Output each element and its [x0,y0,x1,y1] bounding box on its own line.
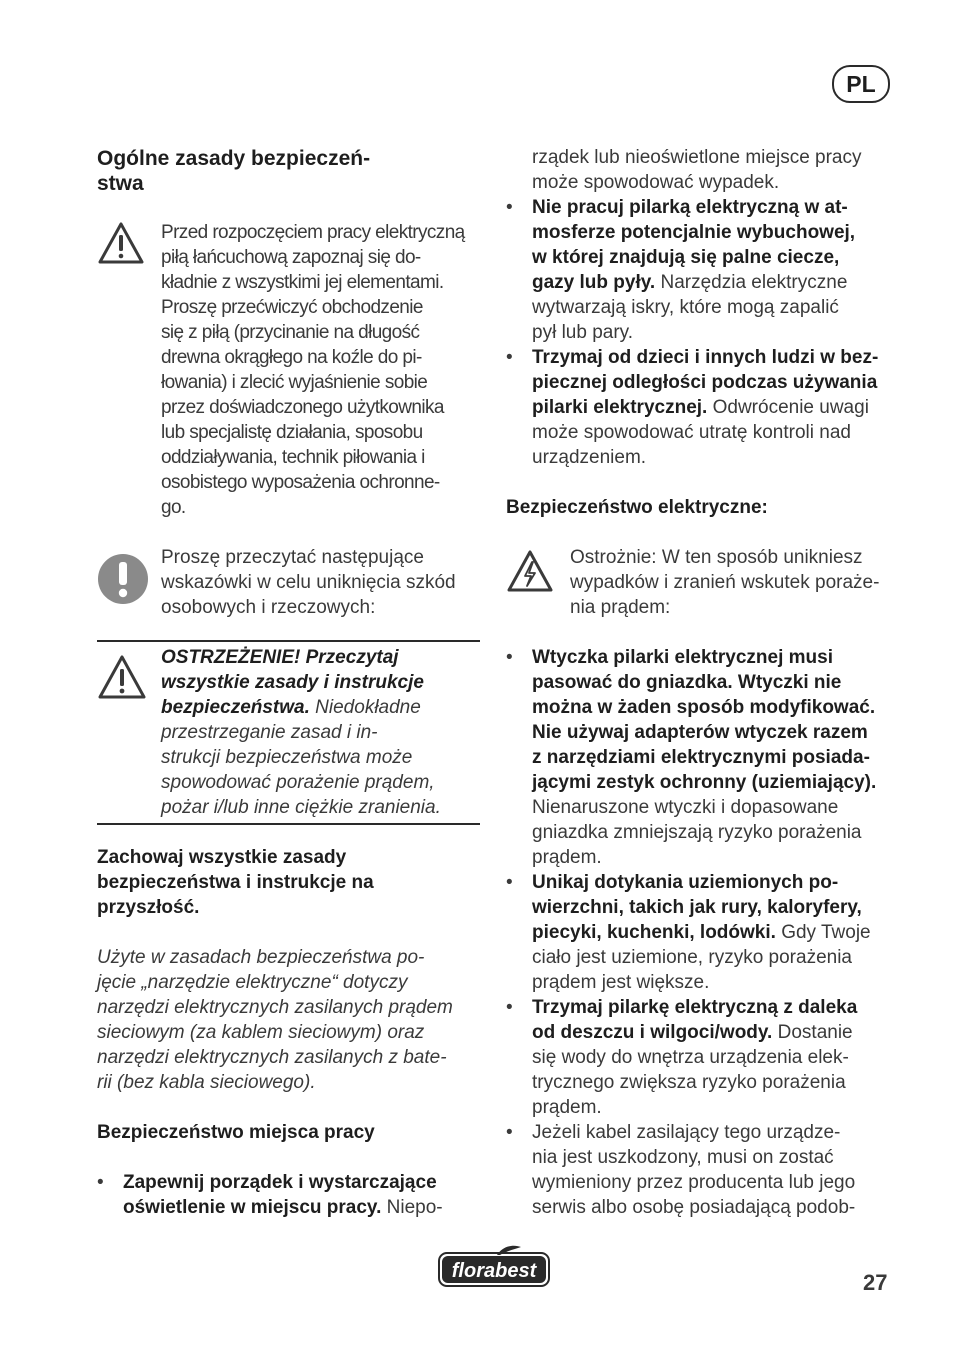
text-line: piłą łańcuchową zapoznaj się do- [161,247,421,268]
text-line: drewna okrągłego na koźle do pi- [161,347,422,368]
text-line: Jeżeli kabel zasilający tego urządze- [532,1122,841,1143]
text-line: się wody do wnętrza urządzenia elek- [532,1047,849,1068]
text-line: osobistego wyposażenia ochronne- [161,472,440,493]
text-line: piecyki, kuchenki, lodówki. [532,922,776,943]
warning-triangle-icon [97,221,145,265]
electric-shock-icon [506,549,554,593]
text-line: kładnie z wszystkimi jej elementami. [161,272,444,293]
text-line: nia prądem: [570,597,671,618]
text-line: nia jest uszkodzony, musi on zostać [532,1147,834,1168]
text-line: jącymi zestyk ochronny (uziemiający). [532,772,877,793]
list-item [506,345,902,470]
text-line: od deszczu i wilgoci/wody. [532,1022,773,1043]
list-item [506,995,902,1120]
text-line: ciało jest uziemione, ryzyko porażenia [532,947,852,968]
text-line: prądem. [532,1097,602,1118]
text-line: oświetlenie w miejscu pracy. [123,1197,382,1218]
text-line: Trzymaj od dzieci i innych ludzi w bez- [532,347,879,368]
text-line: narzędzi elektrycznych zasilanych prądem [97,997,453,1018]
bullet-marker: • [506,197,513,218]
text-line: piecznej odległości podczas używania [532,372,878,393]
text-line: Wtyczka pilarki elektrycznej musi [532,647,833,668]
text-line: spowodować porażenie prądem, [161,772,435,793]
text-line: gazy lub pyły. [532,272,656,293]
text-line: w której znajdują się palne ciecze, [532,247,840,268]
bullet-marker: • [506,647,513,668]
continued-text [532,145,902,195]
text-line: Gdy Twoje [781,922,871,943]
text-line: bezpieczeństwa. [161,697,310,718]
bullet-marker: • [506,997,513,1018]
text-line: Trzymaj pilarkę elektryczną z daleka [532,997,858,1018]
divider [97,640,480,642]
section-heading [97,146,457,196]
warning-paragraph [161,220,491,520]
bullet-marker: • [506,347,513,368]
text-line: OSTRZEŻENIE! Przeczytaj [161,647,399,668]
language-badge: PL [832,65,890,103]
text-line: z narzędziami elektrycznymi posiada- [532,747,870,768]
text-line: Odwrócenie uwagi [712,397,869,418]
text-line: przestrzeganie zasad i in- [161,722,378,743]
text-line: wytwarzają iskry, które mogą zapalić [532,297,839,318]
text-line: się z piłą (przycinanie na długość [161,322,420,343]
list-item [506,1120,902,1220]
text-line: Ostrożnie: W ten sposób unikniesz [570,547,863,568]
text-line: trycznego zwiększa ryzyko porażenia [532,1072,846,1093]
text-line: lub specjalistę działania, sposobu [161,422,423,443]
text-line: prądem. [532,847,602,868]
list-item [506,195,902,345]
text-line: Unikaj dotykania uziemionych po- [532,872,839,893]
text-line: wierzchni, takich jak rury, kaloryfery, [532,897,862,918]
text-line: go. [161,497,186,518]
text-line: pył lub pary. [532,322,634,343]
warning-box-text [161,645,491,820]
text-line: jęcie „narzędzie elektryczne“ dotyczy [97,972,408,993]
text-line: strukcji bezpieczeństwa może [161,747,413,768]
term-definition [97,945,497,1095]
text-line: Narzędzia elektryczne [660,272,848,293]
text-line: sieciowym (za kablem sieciowym) oraz [97,1022,425,1043]
text-line: może spowodować wypadek. [532,172,780,193]
text-line: pilarki elektrycznej. [532,397,708,418]
text-line: Nie używaj adapterów wtyczek razem [532,722,868,743]
text-line: rii (bez kabla sieciowego). [97,1072,316,1093]
text-line: Niepo- [386,1197,443,1218]
text-line: wymieniony przez producenta lub jego [532,1172,856,1193]
text-line: wskazówki w celu uniknięcia szkód [161,572,456,593]
text-line: Nienaruszone wtyczki i dopasowane [532,797,839,818]
text-line: Przed rozpoczęciem pracy elektryczną [161,222,465,243]
list-item [97,1170,483,1220]
text-line: Proszę przećwiczyć obchodzenie [161,297,423,318]
text-line: oddziaływania, technik piłowania i [161,447,425,468]
text-line: urządzeniem. [532,447,647,468]
list-item [506,870,902,995]
page-number: 27 [863,1270,888,1295]
text-line: gniazdka zmniejszają ryzyko porażenia [532,822,862,843]
heading-line: stwa [97,172,144,195]
text-line: łowania) i zlecić wyjaśnienie sobie [161,372,428,393]
caution-paragraph [570,545,900,620]
text-line: serwis albo osobę posiadającą podob- [532,1197,856,1218]
text-line: Niedokładne [315,697,421,718]
text-line: Dostanie [777,1022,853,1043]
bullet-marker: • [506,1122,513,1143]
text-line: mosferze potencjalnie wybuchowej, [532,222,856,243]
florabest-logo [437,1243,551,1289]
text-line: wypadków i zranień wskutek poraże- [570,572,880,593]
keep-instructions [97,845,477,920]
text-line: przez doświadczonego użytkownika [161,397,444,418]
text-line: można w żaden sposób modyfikować. [532,697,876,718]
text-line: pożar i/lub inne ciężkie zranienia. [161,797,441,818]
text-line: rządek lub nieoświetlone miejsce pracy [532,147,862,168]
text-line: narzędzi elektrycznych zasilanych z bate- [97,1047,447,1068]
heading-line: Ogólne zasady bezpieczeń- [97,147,371,170]
electric-heading: Bezpieczeństwo elektryczne: [506,497,768,518]
text-line: przyszłość. [97,897,200,918]
bullet-marker: • [506,872,513,893]
notice-paragraph [161,545,481,620]
warning-triangle-icon [97,654,147,700]
text-line: Proszę przeczytać następujące [161,547,424,568]
text-line: osobowych i rzeczowych: [161,597,376,618]
text-line: Nie pracuj pilarką elektryczną w at- [532,197,848,218]
exclamation-circle-icon [97,553,149,605]
text-line: Zachowaj wszystkie zasady [97,847,347,868]
list-item [506,645,902,870]
text-line: wszystkie zasady i instrukcje [161,672,424,693]
workplace-heading: Bezpieczeństwo miejsca pracy [97,1122,375,1143]
divider [97,823,480,825]
logo-text: florabest [451,1260,537,1282]
text-line: prądem jest większe. [532,972,710,993]
text-line: może spowodować utratę kontroli nad [532,422,851,443]
text-line: pasować do gniazdka. Wtyczki nie [532,672,842,693]
bullet-marker: • [97,1172,104,1193]
text-line: Użyte w zasadach bezpieczeństwa po- [97,947,425,968]
text-line: Zapewnij porządek i wystarczające [123,1172,437,1193]
text-line: bezpieczeństwa i instrukcje na [97,872,374,893]
